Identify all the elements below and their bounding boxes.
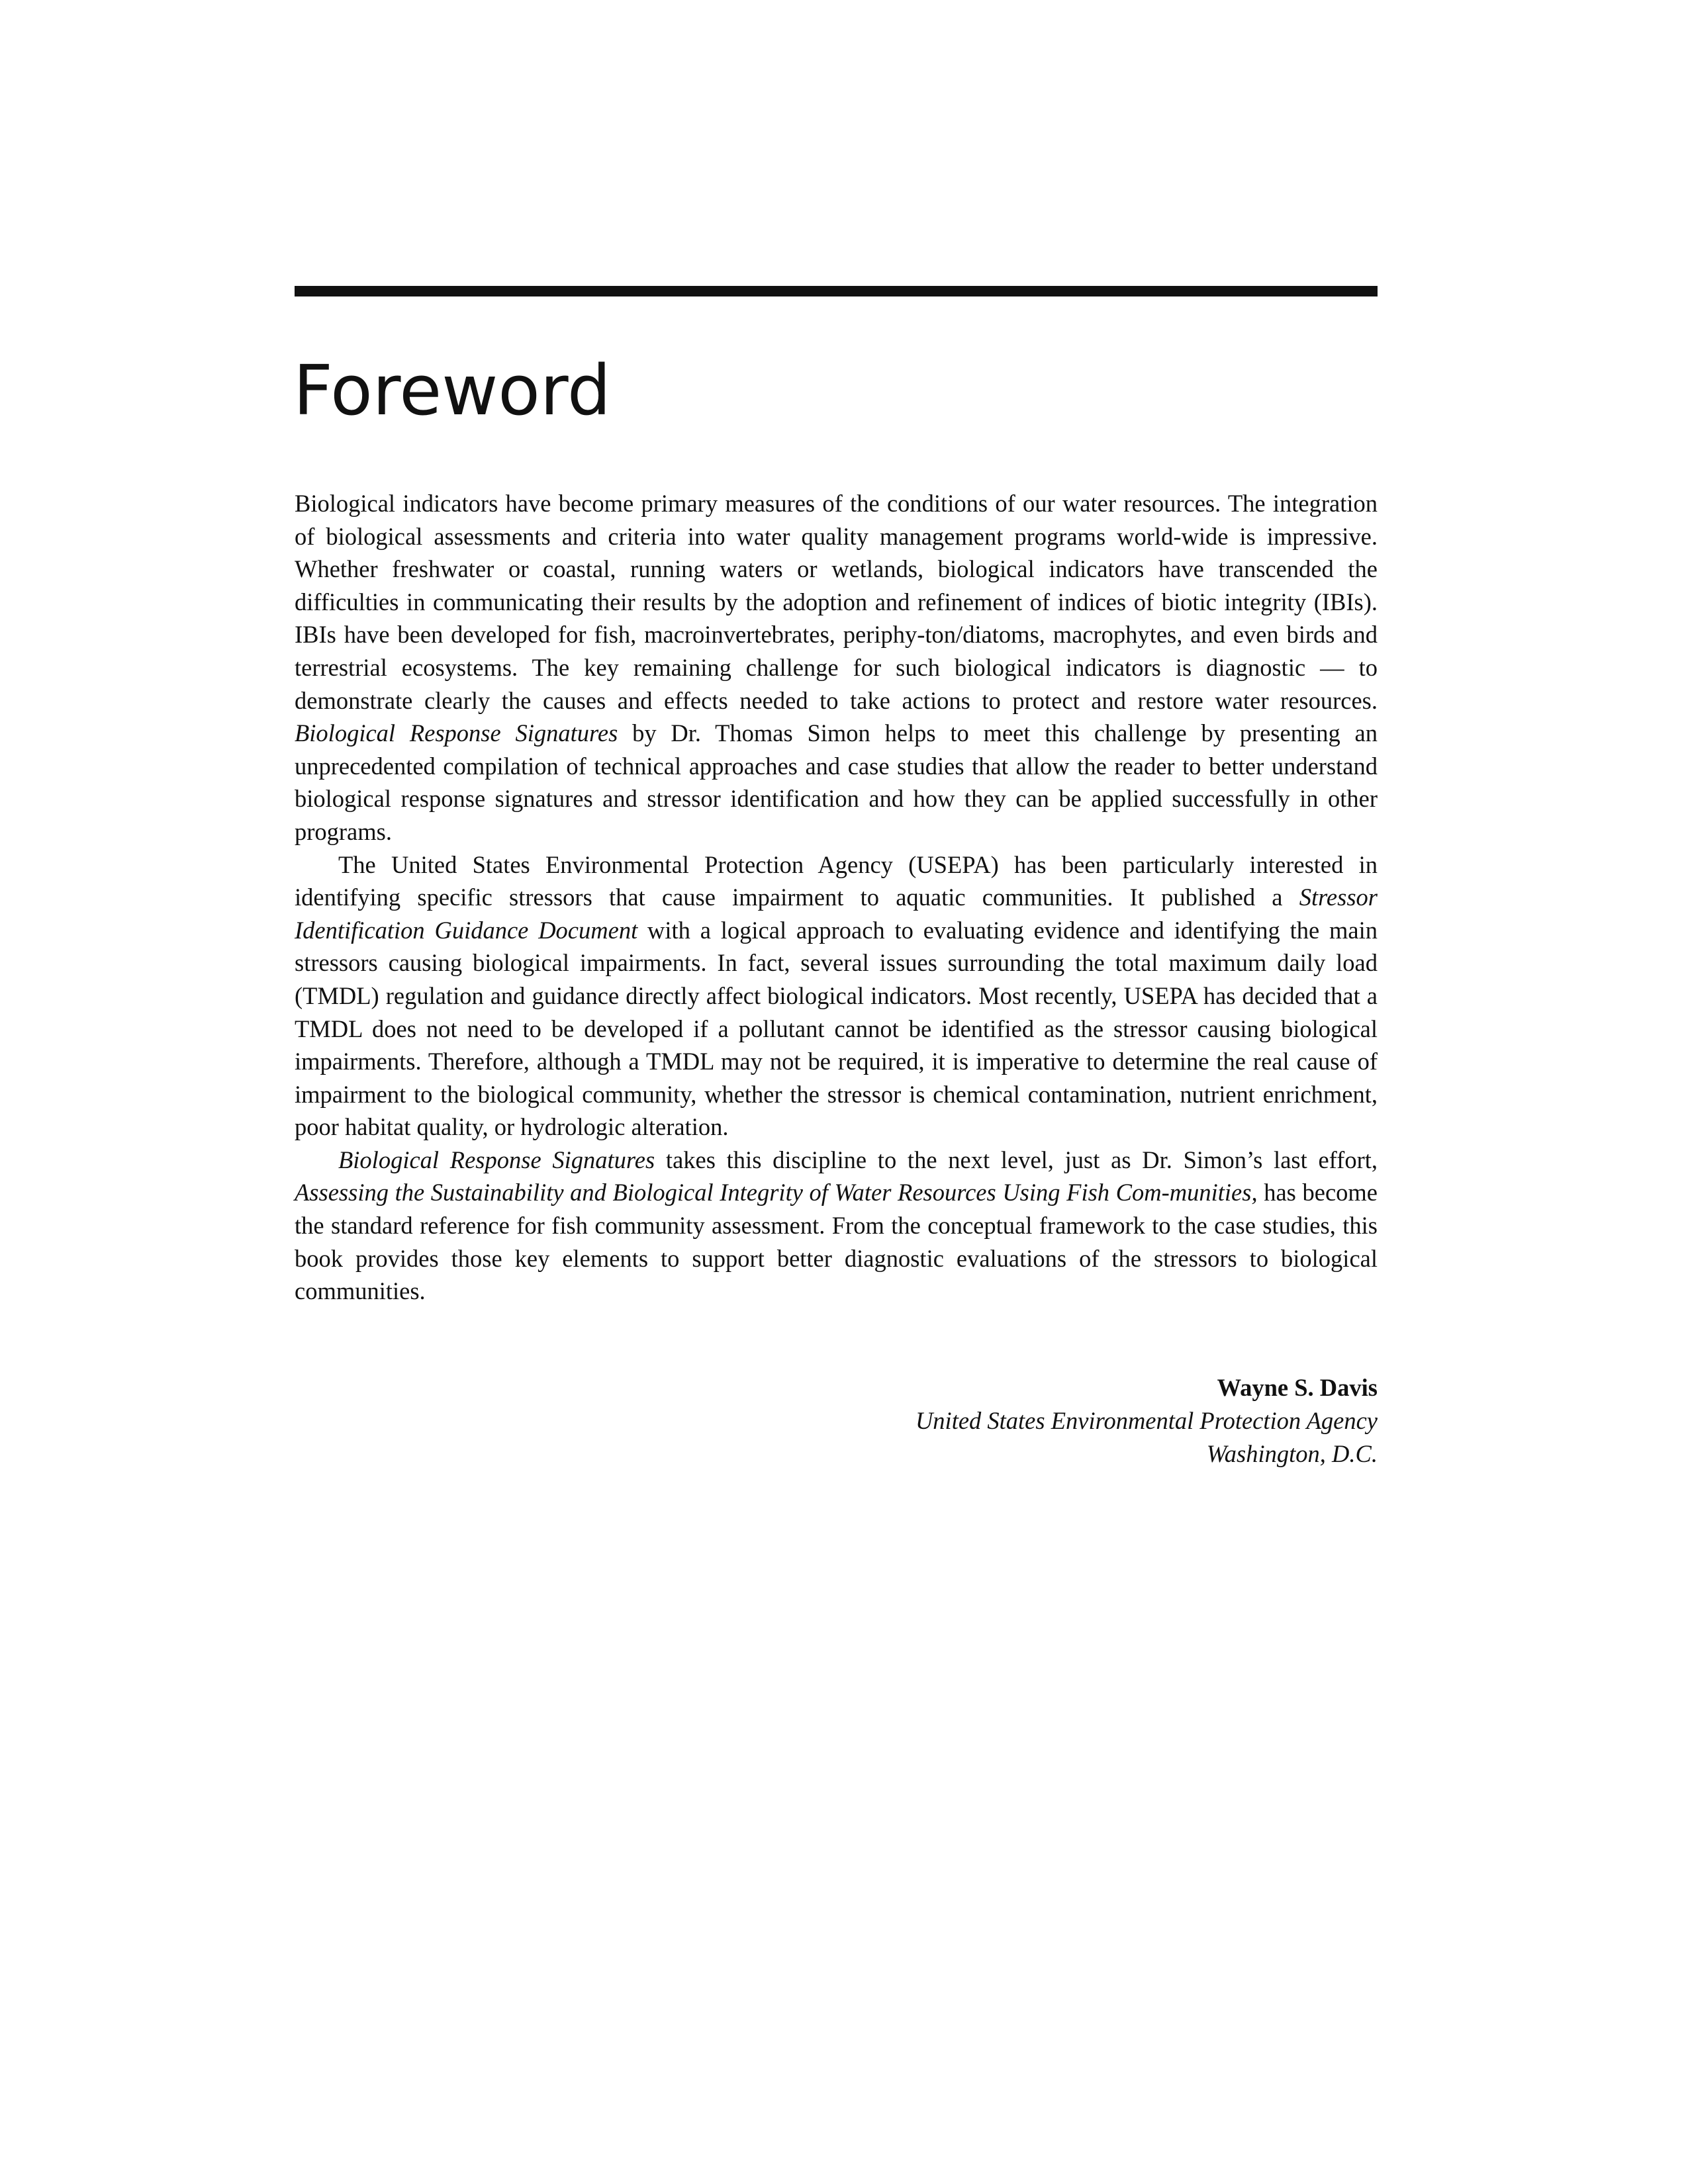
paragraph-3 <box>295 1144 1378 1308</box>
text-run: The United States Environmental Protection Agency (USEPA) has been particularly interested in identifying specific stressors that cause impairment to aquatic communities. It published a <box>295 850 1378 911</box>
book-title-italic: Assessing the Sustainability and Biological Integrity of Water Resources Using Fish Com-munities, <box>295 1179 1258 1206</box>
text-run: has become the standard reference for fish community assessment. From the conceptual framework to the case studies, this book provides those key elements to support better diagnostic evaluations of the stressors to biological communities. <box>295 1179 1378 1305</box>
author-affiliation: United States Environmental Protection Agency <box>915 1407 1378 1434</box>
text-run: takes this discipline to the next level, just as Dr. Simon’s last effort, <box>655 1146 1378 1173</box>
page-title: Foreword <box>293 350 611 431</box>
book-title-italic: Biological Response Signatures <box>338 1146 655 1173</box>
signature-block <box>915 1371 1378 1471</box>
author-location: Washington, D.C. <box>1206 1440 1378 1467</box>
document-title-italic: Stressor Identification Guidance Document <box>295 884 1378 944</box>
header-rule <box>295 286 1378 296</box>
body-text <box>295 487 1378 1308</box>
paragraph-1 <box>295 487 1378 848</box>
text-run: by Dr. Thomas Simon helps to meet this challenge by presenting an unprecedented compilation of technical approaches and case studies that allow the reader to better understand biological response signatures and stressor identification and how they can be applied successfully in other programs. <box>295 719 1378 845</box>
book-title-italic: Biological Response Signatures <box>295 719 618 747</box>
text-run: with a logical approach to evaluating evidence and identifying the main stressors causing biological impairments. In fact, several issues surrounding the total maximum daily load (TMDL) regulation and guidance directly affect biological indicators. Most recently, USEPA has decided that a TMDL does not need to be developed if a pollutant cannot be identified as the stressor causing biological impairments. Therefore, although a TMDL may not be required, it is imperative to determine the real cause of impairment to the biological community, whether the stressor is chemical contamination, nutrient enrichment, poor habitat quality, or hydrologic alteration. <box>295 916 1378 1141</box>
paragraph-2 <box>295 848 1378 1144</box>
author-name: Wayne S. Davis <box>1217 1374 1378 1401</box>
text-run: Biological indicators have become primary measures of the conditions of our water resources. The integration of biological assessments and criteria into water quality management programs world-wide is impressive. Whether freshwater or coastal, running waters or wetlands, biological indicators have transcended the difficulties in communicating their results by the adoption and refinement of indices of biotic integrity (IBIs). IBIs have been developed for fish, macroinvertebrates, periphy-ton/diatoms, macrophytes, and even birds and terrestrial ecosystems. The key remaining challenge for such biological indicators is diagnostic — to demonstrate clearly the causes and effects needed to take actions to protect and restore water resources. <box>295 490 1378 714</box>
